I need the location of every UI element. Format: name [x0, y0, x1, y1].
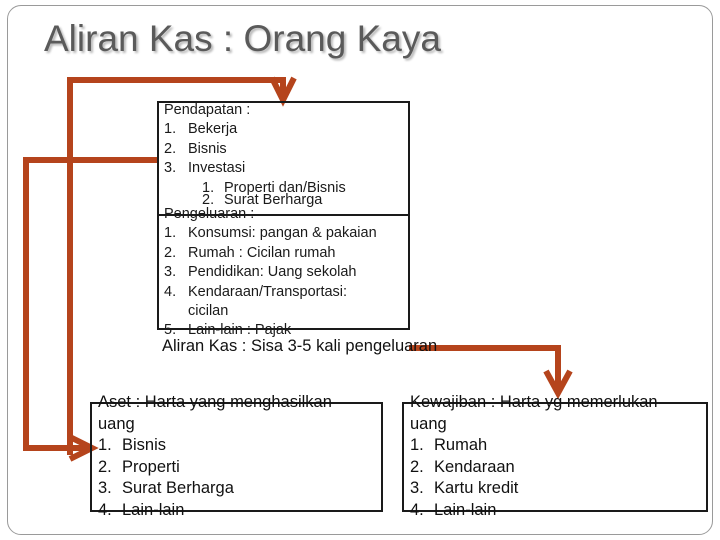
kewajiban-item: 4. Lain-lain	[410, 500, 497, 519]
kewajiban-item: 2. Kendaraan	[410, 457, 515, 476]
pendapatan-header: Pendapatan :	[164, 102, 251, 118]
aliran-kas-label: Aliran Kas : Sisa 3-5 kali pengeluaran	[162, 337, 438, 355]
kewajiban-item: 3. Kartu kredit	[410, 479, 519, 498]
pengeluaran-item-cont: cicilan	[188, 303, 229, 320]
aset-text	[98, 392, 332, 522]
aset-header-cont: uang	[98, 414, 135, 433]
pengeluaran-item: 4. Kendaraan/Transportasi:	[164, 283, 348, 300]
kewajiban-header: Kewajiban : Harta yg memerlukan	[410, 393, 658, 411]
pengeluaran-item: 3. Pendidikan: Uang sekolah	[164, 264, 357, 281]
pengeluaran-item: 2. Rumah : Cicilan rumah	[164, 244, 336, 261]
kewajiban-item: 1. Rumah	[410, 436, 488, 455]
kewajiban-text	[410, 392, 658, 522]
pendapatan-item: 3. Investasi	[164, 160, 246, 177]
pengeluaran-item: 5. Lain-lain : Pajak	[164, 322, 292, 339]
slide-title: Aliran Kas : Orang Kaya	[44, 18, 441, 59]
aset-item: 1. Bisnis	[98, 436, 167, 455]
pendapatan-item: 1. Bekerja	[164, 121, 238, 138]
aset-header: Aset : Harta yang menghasilkan	[98, 393, 332, 411]
pendapatan-subitem: 1. Properti dan/Bisnis	[202, 179, 346, 196]
kewajiban-header-cont: uang	[410, 414, 447, 433]
aset-item: 4. Lain-lain	[98, 500, 185, 519]
pendapatan-subitem: 2. Surat Berharga	[202, 192, 323, 209]
pengeluaran-item: 1. Konsumsi: pangan & pakaian	[164, 225, 377, 242]
aset-item: 3. Surat Berharga	[98, 479, 234, 498]
pendapatan-text	[164, 101, 346, 210]
pengeluaran-header: Pengeluaran :	[164, 206, 255, 222]
aset-item: 2. Properti	[98, 457, 180, 476]
pendapatan-item: 2. Bisnis	[164, 140, 227, 157]
pengeluaran-text	[164, 205, 377, 341]
